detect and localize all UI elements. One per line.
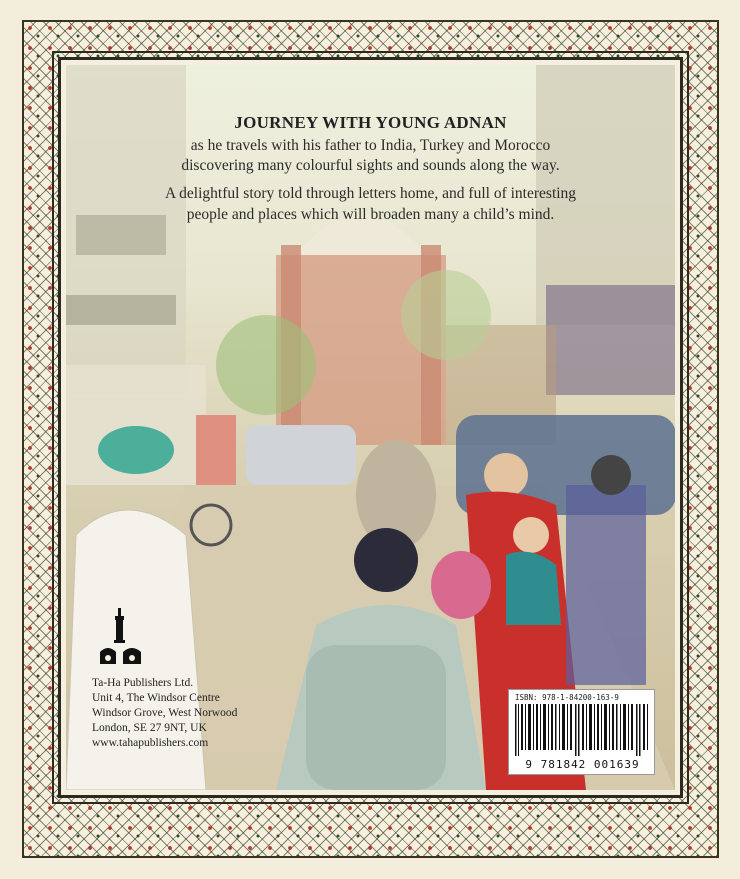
publisher-address-2: Windsor Grove, West Norwood (92, 707, 238, 719)
barcode-bars (515, 704, 650, 756)
publisher-logo-icon (98, 608, 144, 666)
publisher-info (92, 676, 237, 751)
blurb-line-2: discovering many colourful sights and sounds along the way. (181, 157, 560, 174)
isbn-label: ISBN: 978-1-84200-163-9 (515, 693, 619, 702)
publisher-website: www.tahapublishers.com (92, 737, 209, 749)
publisher-address-1: Unit 4, The Windsor Centre (92, 692, 220, 704)
publisher-address-3: London, SE 27 9NT, UK (92, 722, 207, 734)
barcode (508, 689, 655, 775)
blurb-line-1: as he travels with his father to India, Turkey and Morocco (190, 137, 551, 154)
barcode-number: 9 781842 001639 (525, 758, 640, 771)
publisher-name: Ta-Ha Publishers Ltd. (92, 677, 194, 689)
blurb-line-4: people and places which will broaden many a child’s mind. (186, 206, 555, 223)
blurb-line-3: A delightful story told through letters home, and full of interesting (164, 185, 577, 202)
headline: JOURNEY WITH YOUNG ADNAN (234, 113, 507, 132)
